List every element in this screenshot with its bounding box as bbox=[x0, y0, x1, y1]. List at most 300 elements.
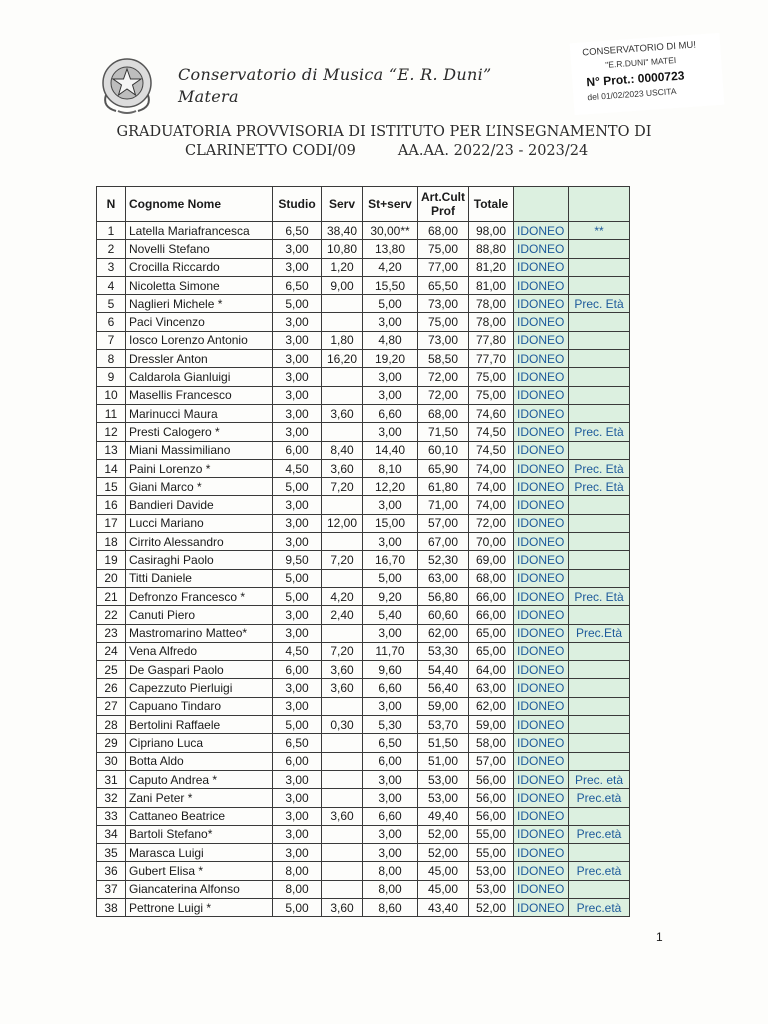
cell-serv: 3,60 bbox=[322, 898, 363, 916]
cell-stserv: 3,00 bbox=[363, 697, 418, 715]
table-row bbox=[97, 423, 630, 441]
cell-esito: IDONEO bbox=[514, 679, 569, 697]
cell-art: 75,00 bbox=[418, 313, 469, 331]
cell-studio: 6,50 bbox=[273, 222, 322, 240]
cell-studio: 6,50 bbox=[273, 734, 322, 752]
cell-totale: 65,00 bbox=[469, 624, 514, 642]
cell-totale: 63,00 bbox=[469, 679, 514, 697]
cell-stserv: 8,00 bbox=[363, 862, 418, 880]
cell-esito: IDONEO bbox=[514, 222, 569, 240]
cell-name: Paini Lorenzo * bbox=[126, 459, 273, 477]
cell-n: 16 bbox=[97, 496, 126, 514]
cell-serv: 38,40 bbox=[322, 222, 363, 240]
col-header-serv: Serv bbox=[322, 187, 363, 222]
table-row bbox=[97, 350, 630, 368]
cell-note bbox=[569, 533, 630, 551]
cell-name: Cipriano Luca bbox=[126, 734, 273, 752]
table-row bbox=[97, 313, 630, 331]
cell-totale: 78,00 bbox=[469, 295, 514, 313]
cell-name: Giani Marco * bbox=[126, 478, 273, 496]
cell-art: 52,00 bbox=[418, 844, 469, 862]
cell-totale: 57,00 bbox=[469, 752, 514, 770]
cell-stserv: 6,60 bbox=[363, 404, 418, 422]
cell-art: 56,80 bbox=[418, 587, 469, 605]
cell-n: 26 bbox=[97, 679, 126, 697]
cell-note: Prec. Età bbox=[569, 423, 630, 441]
cell-name: Botta Aldo bbox=[126, 752, 273, 770]
cell-note: Prec.età bbox=[569, 862, 630, 880]
cell-stserv: 6,60 bbox=[363, 807, 418, 825]
table-row bbox=[97, 789, 630, 807]
cell-totale: 66,00 bbox=[469, 587, 514, 605]
cell-serv bbox=[322, 770, 363, 788]
cell-name: Zani Peter * bbox=[126, 789, 273, 807]
cell-note bbox=[569, 807, 630, 825]
institution-line1: Conservatorio di Musica “E. R. Duni” bbox=[178, 65, 492, 84]
cell-serv bbox=[322, 295, 363, 313]
cell-esito: IDONEO bbox=[514, 606, 569, 624]
cell-totale: 58,00 bbox=[469, 734, 514, 752]
cell-totale: 56,00 bbox=[469, 789, 514, 807]
cell-esito: IDONEO bbox=[514, 551, 569, 569]
cell-n: 27 bbox=[97, 697, 126, 715]
academic-years: AA.AA. 2022/23 - 2023/24 bbox=[397, 143, 589, 159]
cell-art: 57,00 bbox=[418, 514, 469, 532]
table-row bbox=[97, 496, 630, 514]
cell-studio: 3,00 bbox=[273, 770, 322, 788]
cell-esito: IDONEO bbox=[514, 880, 569, 898]
table-row bbox=[97, 880, 630, 898]
page-number: 1 bbox=[656, 930, 663, 944]
cell-serv: 3,60 bbox=[322, 661, 363, 679]
ranking-table bbox=[96, 186, 630, 917]
cell-totale: 81,20 bbox=[469, 258, 514, 276]
cell-serv: 3,60 bbox=[322, 807, 363, 825]
cell-stserv: 9,60 bbox=[363, 661, 418, 679]
cell-name: Presti Calogero * bbox=[126, 423, 273, 441]
cell-totale: 74,00 bbox=[469, 459, 514, 477]
cell-art: 45,00 bbox=[418, 862, 469, 880]
cell-studio: 6,00 bbox=[273, 752, 322, 770]
cell-art: 52,30 bbox=[418, 551, 469, 569]
cell-n: 2 bbox=[97, 240, 126, 258]
cell-serv: 3,60 bbox=[322, 679, 363, 697]
cell-totale: 98,00 bbox=[469, 222, 514, 240]
cell-studio: 5,00 bbox=[273, 295, 322, 313]
cell-note: Prec.età bbox=[569, 898, 630, 916]
cell-art: 63,00 bbox=[418, 569, 469, 587]
cell-n: 6 bbox=[97, 313, 126, 331]
cell-name: Paci Vincenzo bbox=[126, 313, 273, 331]
cell-stserv: 3,00 bbox=[363, 770, 418, 788]
table-header-row bbox=[97, 187, 630, 222]
cell-totale: 74,00 bbox=[469, 496, 514, 514]
cell-totale: 69,00 bbox=[469, 551, 514, 569]
cell-n: 28 bbox=[97, 716, 126, 734]
cell-art: 49,40 bbox=[418, 807, 469, 825]
cell-name: Nicoletta Simone bbox=[126, 276, 273, 294]
cell-art: 71,00 bbox=[418, 496, 469, 514]
cell-stserv: 3,00 bbox=[363, 624, 418, 642]
table-row bbox=[97, 368, 630, 386]
cell-studio: 3,00 bbox=[273, 697, 322, 715]
cell-name: Miani Massimiliano bbox=[126, 441, 273, 459]
cell-studio: 9,50 bbox=[273, 551, 322, 569]
cell-art: 53,00 bbox=[418, 789, 469, 807]
cell-serv: 1,80 bbox=[322, 331, 363, 349]
table-row bbox=[97, 459, 630, 477]
table-row bbox=[97, 551, 630, 569]
cell-totale: 52,00 bbox=[469, 898, 514, 916]
cell-name: Bandieri Davide bbox=[126, 496, 273, 514]
cell-studio: 3,00 bbox=[273, 258, 322, 276]
cell-studio: 8,00 bbox=[273, 880, 322, 898]
cell-note bbox=[569, 642, 630, 660]
cell-totale: 74,60 bbox=[469, 404, 514, 422]
cell-n: 38 bbox=[97, 898, 126, 916]
cell-esito: IDONEO bbox=[514, 533, 569, 551]
cell-note bbox=[569, 441, 630, 459]
cell-serv bbox=[322, 844, 363, 862]
cell-art: 73,00 bbox=[418, 331, 469, 349]
table-row bbox=[97, 478, 630, 496]
cell-serv: 7,20 bbox=[322, 478, 363, 496]
cell-serv bbox=[322, 423, 363, 441]
cell-note: Prec. Età bbox=[569, 478, 630, 496]
cell-note bbox=[569, 386, 630, 404]
cell-stserv: 3,00 bbox=[363, 533, 418, 551]
cell-serv: 3,60 bbox=[322, 459, 363, 477]
cell-name: Lucci Mariano bbox=[126, 514, 273, 532]
cell-stserv: 30,00** bbox=[363, 222, 418, 240]
cell-note bbox=[569, 569, 630, 587]
cell-n: 23 bbox=[97, 624, 126, 642]
cell-name: Capezzuto Pierluigi bbox=[126, 679, 273, 697]
cell-art: 45,00 bbox=[418, 880, 469, 898]
table-row bbox=[97, 533, 630, 551]
cell-stserv: 14,40 bbox=[363, 441, 418, 459]
cell-art: 52,00 bbox=[418, 825, 469, 843]
cell-n: 24 bbox=[97, 642, 126, 660]
cell-serv: 7,20 bbox=[322, 551, 363, 569]
cell-esito: IDONEO bbox=[514, 569, 569, 587]
table-row bbox=[97, 404, 630, 422]
cell-totale: 55,00 bbox=[469, 825, 514, 843]
cell-n: 36 bbox=[97, 862, 126, 880]
cell-stserv: 3,00 bbox=[363, 368, 418, 386]
cell-n: 34 bbox=[97, 825, 126, 843]
stamp-line2: "E.R.DUNI" MATEI bbox=[604, 54, 677, 70]
cell-name: Casiraghi Paolo bbox=[126, 551, 273, 569]
table-body bbox=[97, 222, 630, 917]
cell-serv bbox=[322, 533, 363, 551]
cell-n: 37 bbox=[97, 880, 126, 898]
table-row bbox=[97, 770, 630, 788]
cell-stserv: 4,20 bbox=[363, 258, 418, 276]
cell-esito: IDONEO bbox=[514, 276, 569, 294]
col-header-art-line2: Prof bbox=[431, 204, 455, 218]
republic-emblem-icon bbox=[98, 55, 156, 117]
cell-stserv: 3,00 bbox=[363, 423, 418, 441]
cell-serv: 12,00 bbox=[322, 514, 363, 532]
table-row bbox=[97, 606, 630, 624]
col-header-n: N bbox=[97, 187, 126, 222]
cell-note: Prec.età bbox=[569, 789, 630, 807]
protocol-stamp bbox=[570, 33, 725, 115]
cell-totale: 70,00 bbox=[469, 533, 514, 551]
table-row bbox=[97, 331, 630, 349]
cell-studio: 8,00 bbox=[273, 862, 322, 880]
cell-n: 9 bbox=[97, 368, 126, 386]
cell-name: Iosco Lorenzo Antonio bbox=[126, 331, 273, 349]
cell-studio: 6,50 bbox=[273, 276, 322, 294]
table-row bbox=[97, 222, 630, 240]
cell-esito: IDONEO bbox=[514, 331, 569, 349]
cell-serv bbox=[322, 496, 363, 514]
cell-esito: IDONEO bbox=[514, 844, 569, 862]
institution-line2: Matera bbox=[178, 87, 239, 106]
cell-n: 5 bbox=[97, 295, 126, 313]
cell-n: 32 bbox=[97, 789, 126, 807]
cell-name: Mastromarino Matteo* bbox=[126, 624, 273, 642]
cell-note bbox=[569, 404, 630, 422]
cell-name: Gubert Elisa * bbox=[126, 862, 273, 880]
cell-serv bbox=[322, 789, 363, 807]
cell-esito: IDONEO bbox=[514, 752, 569, 770]
cell-totale: 56,00 bbox=[469, 807, 514, 825]
cell-note: Prec. Età bbox=[569, 459, 630, 477]
cell-name: Bertolini Raffaele bbox=[126, 716, 273, 734]
table-row bbox=[97, 661, 630, 679]
cell-totale: 68,00 bbox=[469, 569, 514, 587]
cell-note bbox=[569, 240, 630, 258]
cell-totale: 65,00 bbox=[469, 642, 514, 660]
cell-studio: 3,00 bbox=[273, 423, 322, 441]
cell-studio: 6,00 bbox=[273, 441, 322, 459]
cell-esito: IDONEO bbox=[514, 697, 569, 715]
cell-art: 51,00 bbox=[418, 752, 469, 770]
cell-serv: 16,20 bbox=[322, 350, 363, 368]
table-row bbox=[97, 441, 630, 459]
cell-totale: 77,80 bbox=[469, 331, 514, 349]
col-header-note bbox=[569, 187, 630, 222]
cell-note bbox=[569, 313, 630, 331]
cell-n: 22 bbox=[97, 606, 126, 624]
cell-serv bbox=[322, 734, 363, 752]
col-header-name: Cognome Nome bbox=[126, 187, 273, 222]
table-row bbox=[97, 276, 630, 294]
cell-art: 56,40 bbox=[418, 679, 469, 697]
table-row bbox=[97, 752, 630, 770]
cell-serv bbox=[322, 313, 363, 331]
cell-n: 18 bbox=[97, 533, 126, 551]
cell-art: 53,00 bbox=[418, 770, 469, 788]
cell-n: 29 bbox=[97, 734, 126, 752]
cell-n: 21 bbox=[97, 587, 126, 605]
cell-note bbox=[569, 258, 630, 276]
cell-note bbox=[569, 331, 630, 349]
cell-esito: IDONEO bbox=[514, 295, 569, 313]
cell-note: Prec. Età bbox=[569, 587, 630, 605]
cell-studio: 5,00 bbox=[273, 716, 322, 734]
cell-stserv: 3,00 bbox=[363, 313, 418, 331]
cell-serv bbox=[322, 752, 363, 770]
cell-stserv: 3,00 bbox=[363, 789, 418, 807]
cell-serv bbox=[322, 862, 363, 880]
cell-esito: IDONEO bbox=[514, 642, 569, 660]
cell-totale: 62,00 bbox=[469, 697, 514, 715]
cell-note bbox=[569, 844, 630, 862]
cell-serv bbox=[322, 386, 363, 404]
cell-studio: 3,00 bbox=[273, 331, 322, 349]
cell-serv: 3,60 bbox=[322, 404, 363, 422]
cell-stserv: 5,00 bbox=[363, 295, 418, 313]
cell-note bbox=[569, 880, 630, 898]
cell-stserv: 6,00 bbox=[363, 752, 418, 770]
cell-art: 75,00 bbox=[418, 240, 469, 258]
cell-stserv: 12,20 bbox=[363, 478, 418, 496]
table-row bbox=[97, 587, 630, 605]
cell-art: 73,00 bbox=[418, 295, 469, 313]
cell-studio: 3,00 bbox=[273, 386, 322, 404]
cell-name: Masellis Francesco bbox=[126, 386, 273, 404]
cell-note: Prec.età bbox=[569, 825, 630, 843]
cell-note bbox=[569, 606, 630, 624]
cell-art: 68,00 bbox=[418, 222, 469, 240]
cell-n: 35 bbox=[97, 844, 126, 862]
cell-n: 19 bbox=[97, 551, 126, 569]
cell-studio: 3,00 bbox=[273, 368, 322, 386]
cell-name: Capuano Tindaro bbox=[126, 697, 273, 715]
cell-studio: 3,00 bbox=[273, 606, 322, 624]
cell-totale: 74,00 bbox=[469, 478, 514, 496]
cell-note bbox=[569, 679, 630, 697]
cell-note: Prec.Età bbox=[569, 624, 630, 642]
cell-art: 71,50 bbox=[418, 423, 469, 441]
cell-studio: 3,00 bbox=[273, 825, 322, 843]
col-header-studio: Studio bbox=[273, 187, 322, 222]
cell-esito: IDONEO bbox=[514, 404, 569, 422]
cell-stserv: 8,60 bbox=[363, 898, 418, 916]
cell-studio: 5,00 bbox=[273, 569, 322, 587]
cell-stserv: 8,10 bbox=[363, 459, 418, 477]
cell-esito: IDONEO bbox=[514, 258, 569, 276]
cell-esito: IDONEO bbox=[514, 441, 569, 459]
cell-n: 25 bbox=[97, 661, 126, 679]
cell-art: 60,10 bbox=[418, 441, 469, 459]
cell-totale: 75,00 bbox=[469, 386, 514, 404]
cell-note bbox=[569, 752, 630, 770]
cell-art: 54,40 bbox=[418, 661, 469, 679]
cell-totale: 55,00 bbox=[469, 844, 514, 862]
cell-studio: 6,00 bbox=[273, 661, 322, 679]
cell-name: Caputo Andrea * bbox=[126, 770, 273, 788]
col-header-stserv: St+serv bbox=[363, 187, 418, 222]
cell-serv bbox=[322, 825, 363, 843]
cell-esito: IDONEO bbox=[514, 386, 569, 404]
cell-totale: 53,00 bbox=[469, 880, 514, 898]
cell-esito: IDONEO bbox=[514, 807, 569, 825]
cell-n: 12 bbox=[97, 423, 126, 441]
cell-stserv: 3,00 bbox=[363, 825, 418, 843]
cell-studio: 3,00 bbox=[273, 679, 322, 697]
cell-serv: 1,20 bbox=[322, 258, 363, 276]
cell-serv: 4,20 bbox=[322, 587, 363, 605]
cell-totale: 81,00 bbox=[469, 276, 514, 294]
cell-stserv: 5,30 bbox=[363, 716, 418, 734]
cell-serv bbox=[322, 368, 363, 386]
cell-name: Defronzo Francesco * bbox=[126, 587, 273, 605]
cell-name: Marasca Luigi bbox=[126, 844, 273, 862]
cell-esito: IDONEO bbox=[514, 587, 569, 605]
cell-stserv: 4,80 bbox=[363, 331, 418, 349]
stamp-protocol-number: N° Prot.: 0000723 bbox=[585, 68, 685, 90]
cell-stserv: 15,50 bbox=[363, 276, 418, 294]
cell-n: 4 bbox=[97, 276, 126, 294]
cell-studio: 3,00 bbox=[273, 844, 322, 862]
cell-note: Prec. Età bbox=[569, 295, 630, 313]
cell-serv bbox=[322, 880, 363, 898]
cell-name: Canuti Piero bbox=[126, 606, 273, 624]
table-row bbox=[97, 898, 630, 916]
cell-esito: IDONEO bbox=[514, 789, 569, 807]
cell-studio: 3,00 bbox=[273, 533, 322, 551]
cell-esito: IDONEO bbox=[514, 478, 569, 496]
cell-n: 8 bbox=[97, 350, 126, 368]
cell-esito: IDONEO bbox=[514, 240, 569, 258]
cell-stserv: 6,60 bbox=[363, 679, 418, 697]
cell-n: 1 bbox=[97, 222, 126, 240]
cell-studio: 3,00 bbox=[273, 313, 322, 331]
table-row bbox=[97, 624, 630, 642]
cell-stserv: 3,00 bbox=[363, 844, 418, 862]
document-title-line1: GRADUATORIA PROVVISORIA DI ISTITUTO PER L’INSEGNAMENTO DI bbox=[116, 124, 652, 140]
table-row bbox=[97, 569, 630, 587]
cell-art: 53,70 bbox=[418, 716, 469, 734]
cell-stserv: 3,00 bbox=[363, 496, 418, 514]
cell-studio: 3,00 bbox=[273, 404, 322, 422]
cell-note: ** bbox=[569, 222, 630, 240]
cell-stserv: 19,20 bbox=[363, 350, 418, 368]
cell-totale: 75,00 bbox=[469, 368, 514, 386]
cell-art: 62,00 bbox=[418, 624, 469, 642]
cell-n: 13 bbox=[97, 441, 126, 459]
cell-art: 60,60 bbox=[418, 606, 469, 624]
cell-totale: 74,50 bbox=[469, 423, 514, 441]
cell-stserv: 8,00 bbox=[363, 880, 418, 898]
cell-name: Naglieri Michele * bbox=[126, 295, 273, 313]
cell-note bbox=[569, 368, 630, 386]
cell-totale: 53,00 bbox=[469, 862, 514, 880]
cell-note: Prec. età bbox=[569, 770, 630, 788]
cell-note bbox=[569, 276, 630, 294]
cell-art: 59,00 bbox=[418, 697, 469, 715]
cell-name: Marinucci Maura bbox=[126, 404, 273, 422]
cell-note bbox=[569, 716, 630, 734]
cell-note bbox=[569, 697, 630, 715]
cell-serv bbox=[322, 697, 363, 715]
table-row bbox=[97, 716, 630, 734]
cell-esito: IDONEO bbox=[514, 350, 569, 368]
cell-stserv: 16,70 bbox=[363, 551, 418, 569]
cell-art: 53,30 bbox=[418, 642, 469, 660]
cell-totale: 59,00 bbox=[469, 716, 514, 734]
cell-note bbox=[569, 496, 630, 514]
table-row bbox=[97, 862, 630, 880]
cell-studio: 4,50 bbox=[273, 459, 322, 477]
table-row bbox=[97, 642, 630, 660]
cell-name: Vena Alfredo bbox=[126, 642, 273, 660]
